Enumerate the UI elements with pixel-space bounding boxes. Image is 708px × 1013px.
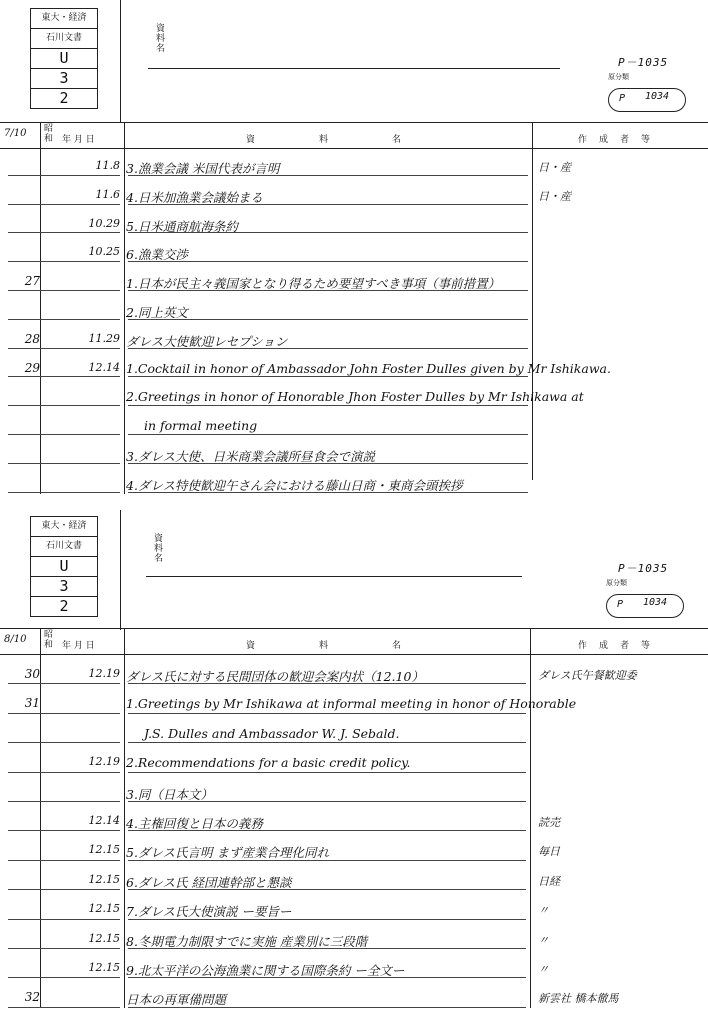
row-date: 11.6 bbox=[95, 187, 120, 201]
header-title: 資 料 名 bbox=[246, 135, 402, 145]
stamp-collection: 石川文書 bbox=[31, 29, 97, 49]
table-row bbox=[0, 836, 708, 865]
row-date: 12.14 bbox=[88, 360, 120, 374]
header-author: 作 成 者 等 bbox=[578, 641, 651, 651]
row-title: 3.ダレス大使、日米商業会議所昼食会で演説 bbox=[126, 449, 376, 464]
row-title: 9.北太平洋の公海漁業に関する国際条約 ー全文ー bbox=[126, 963, 405, 978]
table-row bbox=[0, 210, 708, 239]
row-date: 12.15 bbox=[88, 931, 120, 945]
stamp-library: 東大・経済 bbox=[31, 517, 97, 537]
table-row bbox=[0, 152, 708, 181]
row-seq: 29 bbox=[24, 360, 40, 375]
row-date: 12.19 bbox=[88, 667, 120, 680]
row-title: 6.漁業交渉 bbox=[126, 247, 188, 263]
stamp-folder: 2 bbox=[59, 597, 69, 615]
classification-label: 原分類 bbox=[608, 73, 629, 81]
row-title: 5.ダレス氏言明 まず産業合理化同れ bbox=[126, 845, 330, 861]
material-name-label: 資 料 名 bbox=[156, 24, 166, 54]
table-row bbox=[0, 983, 708, 1012]
row-title: 4.主権回復と日本の義務 bbox=[126, 816, 263, 831]
row-author: 日経 bbox=[538, 874, 560, 888]
row-date: 12.15 bbox=[88, 872, 120, 886]
era-label: 昭 和 bbox=[44, 124, 54, 144]
row-title: 1.日本が民主々義国家となり得るため要望すべき事項（事前措置） bbox=[126, 276, 501, 292]
archive-stamp bbox=[30, 8, 98, 109]
row-author: 〃 bbox=[538, 963, 549, 976]
row-seq: 28 bbox=[24, 331, 40, 346]
row-date: 12.14 bbox=[88, 814, 120, 827]
classification-code: P 1034 bbox=[608, 88, 686, 112]
row-title: 2.同上英文 bbox=[126, 305, 188, 320]
table-row bbox=[0, 382, 708, 411]
row-author: ダレス氏午餐歓迎委 bbox=[538, 669, 637, 682]
classification-label: 原分類 bbox=[606, 579, 627, 587]
row-seq: 31 bbox=[24, 696, 40, 711]
row-title: 4.ダレス特使歓迎午さん会における藤山日商・東商会頭挨拶 bbox=[126, 477, 463, 493]
stamp-library: 東大・経済 bbox=[31, 9, 97, 29]
row-date: 11.8 bbox=[95, 159, 120, 172]
page-code: P－1035 bbox=[618, 562, 669, 575]
table-row bbox=[0, 469, 708, 498]
header-date: 年 月 日 bbox=[62, 641, 95, 651]
row-date: 12.19 bbox=[88, 755, 120, 769]
material-name-label: 資 料 名 bbox=[154, 534, 164, 564]
table-row bbox=[0, 238, 708, 267]
row-author: 新雲社 橋本徹馬 bbox=[538, 992, 619, 1006]
row-title: 8.冬期電力制限すでに実施 産業別に三段階 bbox=[126, 933, 368, 949]
table-row bbox=[0, 296, 708, 325]
row-title: ダレス氏に対する民間団体の歓迎会案内状（12.10） bbox=[126, 669, 424, 684]
table-row bbox=[0, 181, 708, 210]
table-row bbox=[0, 354, 708, 383]
row-seq: 32 bbox=[24, 990, 40, 1005]
row-date: 10.25 bbox=[88, 245, 120, 259]
stamp-box: 3 bbox=[31, 577, 97, 597]
row-title: 3.漁業会議 米国代表が言明 bbox=[126, 161, 280, 176]
table-row bbox=[0, 925, 708, 954]
table-row bbox=[0, 866, 708, 895]
row-title: 1.Greetings by Mr Ishikawa at informal meeting in honor of Honorable bbox=[126, 696, 577, 712]
sheet-2 bbox=[0, 504, 708, 1008]
stamp-folder: 2 bbox=[59, 89, 69, 107]
row-title: 7.ダレス氏大使演説 ー要旨ー bbox=[126, 904, 292, 920]
row-date: 11.29 bbox=[88, 331, 120, 345]
table-row bbox=[0, 807, 708, 836]
table-row bbox=[0, 954, 708, 983]
table-row bbox=[0, 719, 708, 748]
row-title: 1.Cocktail in honor of Ambassador John Foster Dulles given by Mr Ishikawa. bbox=[126, 360, 611, 376]
classification-code: P 1034 bbox=[606, 594, 684, 618]
header-title: 資 料 名 bbox=[246, 641, 402, 651]
row-author: 日・産 bbox=[538, 189, 571, 203]
row-seq: 27 bbox=[24, 274, 40, 289]
row-author: 〃 bbox=[538, 904, 549, 918]
stamp-box: 3 bbox=[31, 69, 97, 89]
table-row bbox=[0, 325, 708, 354]
table-row bbox=[0, 689, 708, 718]
row-title: J.S. Dulles and Ambassador W. J. Sebald. bbox=[144, 725, 400, 741]
row-title: 3.同（日本文） bbox=[126, 786, 213, 802]
page-code: P－1035 bbox=[618, 56, 669, 69]
row-title: 6.ダレス氏 経団連幹部と懇談 bbox=[126, 874, 292, 890]
era-label: 昭 和 bbox=[44, 630, 54, 650]
stamp-series: U bbox=[31, 49, 97, 69]
row-seq: 30 bbox=[24, 667, 40, 681]
row-author: 読売 bbox=[538, 816, 560, 829]
row-author: 〃 bbox=[538, 933, 549, 947]
table-row bbox=[0, 267, 708, 296]
table-row bbox=[0, 660, 708, 689]
page-number: 7/10 bbox=[4, 128, 27, 139]
row-author: 日・産 bbox=[538, 161, 571, 174]
row-title: ダレス大使歓迎レセプション bbox=[126, 333, 288, 349]
header-date: 年 月 日 bbox=[62, 135, 95, 145]
header-author: 作 成 者 等 bbox=[578, 135, 651, 145]
table-row bbox=[0, 895, 708, 924]
row-title: 4.日米加漁業会議始まる bbox=[126, 189, 263, 205]
row-date: 12.15 bbox=[88, 902, 120, 916]
stamp-collection: 石川文書 bbox=[31, 537, 97, 557]
sheet-1 bbox=[0, 0, 708, 504]
row-title: 日本の再軍備問題 bbox=[126, 992, 227, 1008]
row-date: 10.29 bbox=[88, 216, 120, 230]
row-date: 12.15 bbox=[88, 843, 120, 857]
table-row bbox=[0, 748, 708, 777]
page-number: 8/10 bbox=[4, 634, 27, 645]
row-title: 2.Greetings in honor of Honorable Jhon Foster Dulles by Mr Ishikawa at bbox=[126, 389, 584, 405]
table-row bbox=[0, 778, 708, 807]
row-title: 2.Recommendations for a basic credit policy. bbox=[126, 755, 411, 771]
row-date: 12.15 bbox=[88, 961, 120, 974]
table-row bbox=[0, 440, 708, 469]
row-author: 毎日 bbox=[538, 845, 560, 859]
stamp-series: U bbox=[31, 557, 97, 577]
archive-stamp bbox=[30, 516, 98, 617]
row-title: in formal meeting bbox=[144, 418, 258, 434]
table-row bbox=[0, 411, 708, 440]
row-title: 5.日米通商航海条約 bbox=[126, 218, 238, 234]
